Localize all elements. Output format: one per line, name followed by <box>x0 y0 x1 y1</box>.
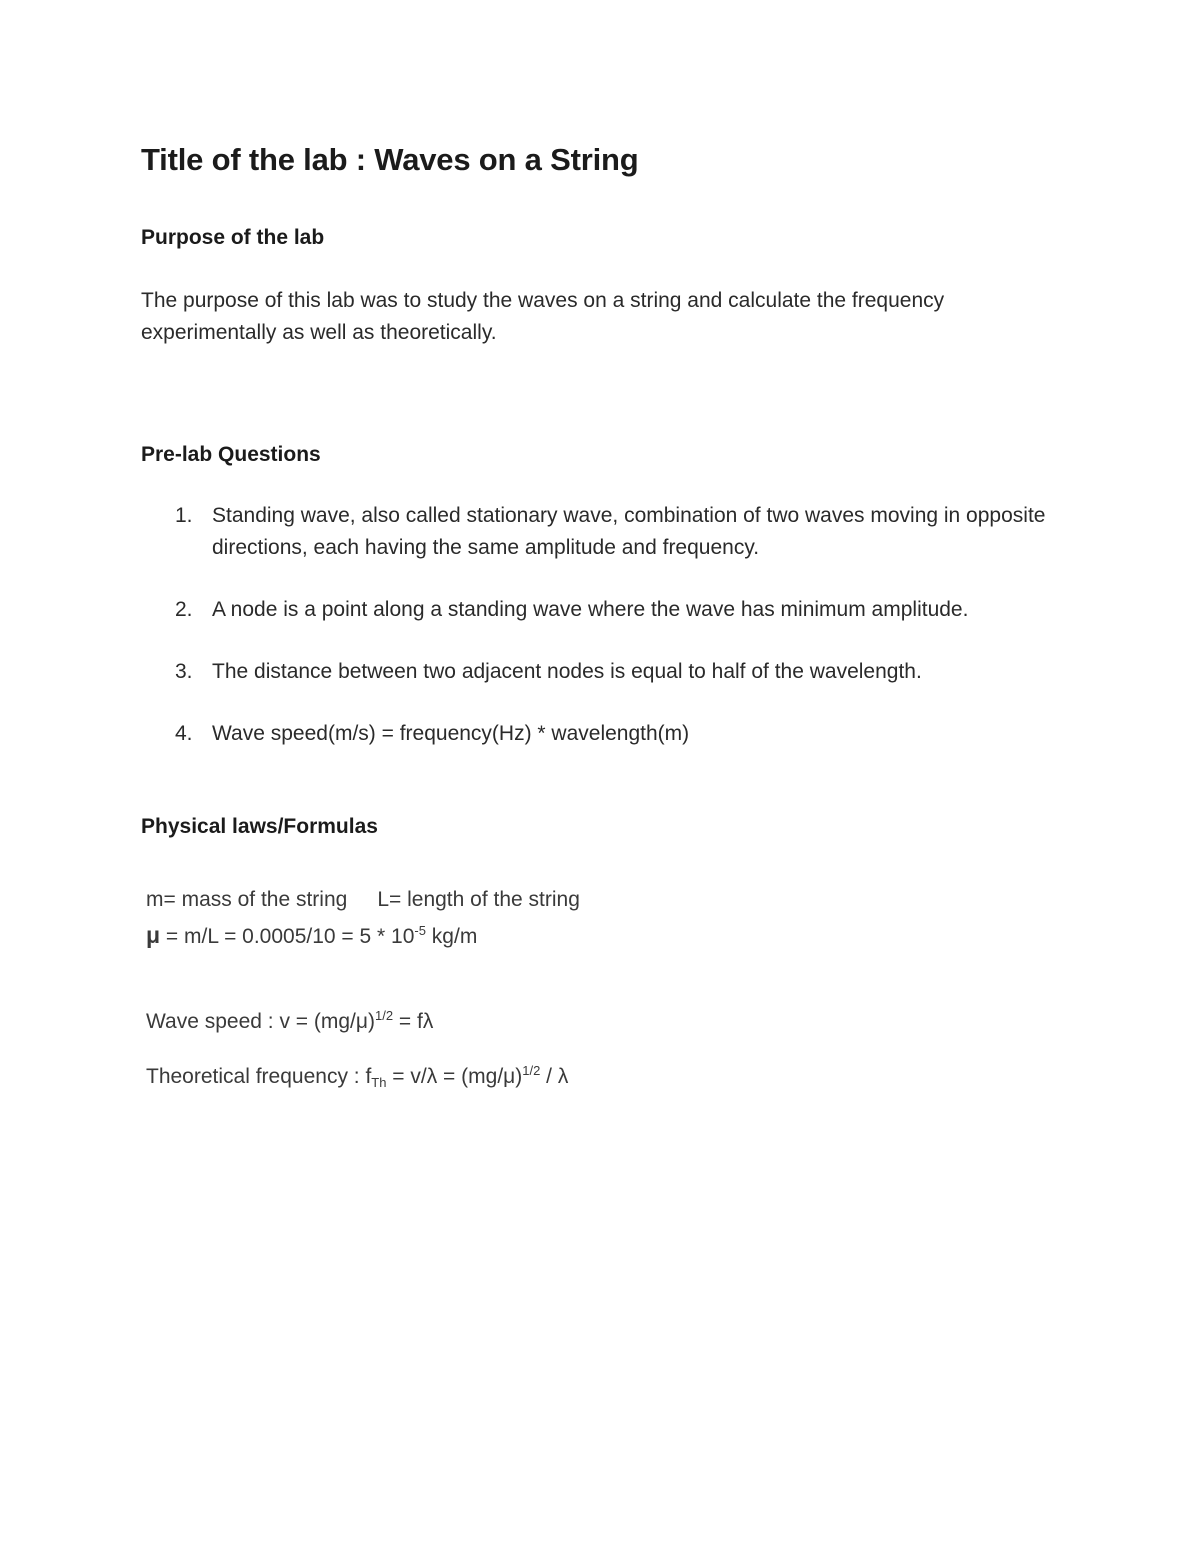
mu-symbol: μ <box>146 922 161 948</box>
theoretical-frequency-mid: = v/λ = (mg/μ) <box>386 1065 523 1088</box>
mass-definition: m= mass of the string <box>146 888 348 911</box>
list-item-text: Wave speed(m/s) = frequency(Hz) * wavelength(m) <box>212 722 690 745</box>
variable-definitions <box>146 886 580 914</box>
list-item-number: 3. <box>175 660 193 683</box>
list-item <box>141 656 1071 688</box>
purpose-heading: Purpose of the lab <box>141 226 325 249</box>
linear-density-formula <box>146 921 477 951</box>
purpose-text <box>141 285 1071 349</box>
list-item-text: Standing wave, also called stationary wave, combination of two waves moving in opposite directions, each having the same amplitude and frequency. <box>212 504 1046 559</box>
list-item <box>141 718 1071 750</box>
list-item-text: The distance between two adjacent nodes is equal to half of the wavelength. <box>212 660 922 683</box>
mu-unit: kg/m <box>425 925 478 948</box>
list-item-number: 2. <box>175 598 193 621</box>
list-item-number: 1. <box>175 504 193 527</box>
list-item-number: 4. <box>175 722 193 745</box>
wave-speed-lhs: Wave speed : v = (mg/μ) <box>146 1010 375 1033</box>
theoretical-frequency-lhs: Theoretical frequency : f <box>146 1065 372 1088</box>
purpose-line-2: experimentally as well as theoretically. <box>141 321 497 344</box>
theoretical-frequency-subscript: Th <box>371 1075 387 1090</box>
mu-equation: = m/L = 0.0005/10 = 5 * 10 <box>160 925 415 948</box>
formulas-heading: Physical laws/Formulas <box>141 815 378 838</box>
length-definition: L= length of the string <box>377 888 580 911</box>
wave-speed-rhs: = fλ <box>393 1010 434 1033</box>
wave-speed-exponent: 1/2 <box>374 1008 394 1023</box>
wave-speed-formula <box>146 1008 433 1036</box>
theoretical-frequency-formula <box>146 1063 568 1091</box>
purpose-line-1: The purpose of this lab was to study the waves on a string and calculate the frequency <box>141 289 945 312</box>
theoretical-frequency-exponent: 1/2 <box>522 1063 541 1078</box>
theoretical-frequency-rhs: / λ <box>540 1065 569 1088</box>
prelab-heading: Pre-lab Questions <box>141 443 321 466</box>
list-item <box>141 594 1071 626</box>
page-title: Title of the lab : Waves on a String <box>141 142 639 177</box>
prelab-question-list <box>141 500 1071 780</box>
mu-exponent: -5 <box>414 923 426 938</box>
list-item-text: A node is a point along a standing wave where the wave has minimum amplitude. <box>212 598 969 621</box>
list-item <box>141 500 1071 564</box>
